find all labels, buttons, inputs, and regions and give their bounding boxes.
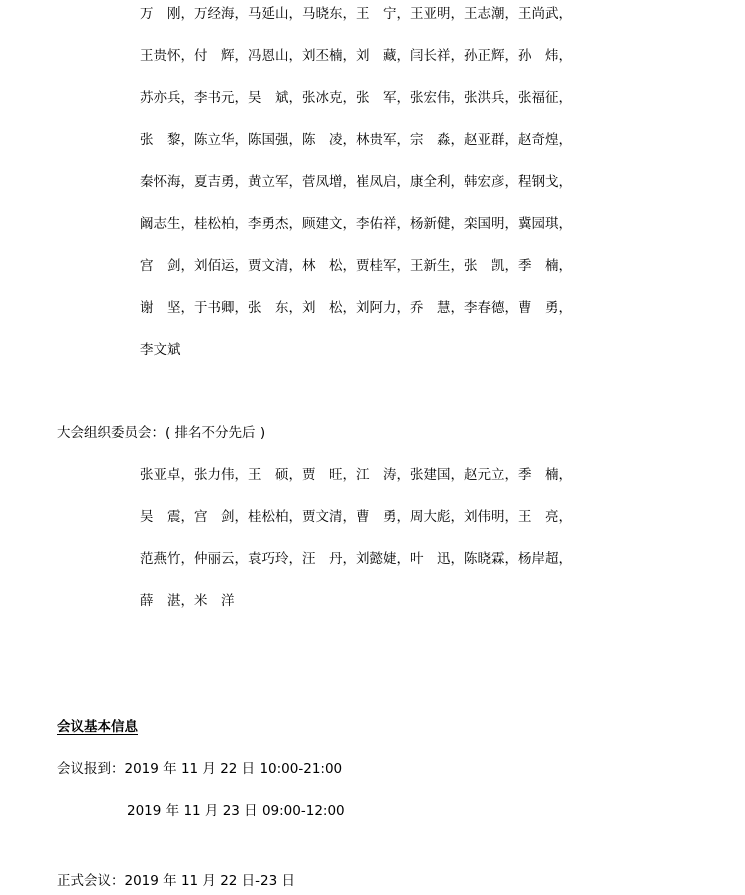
meeting-info-heading: 会议基本信息 [57,719,138,735]
organizing-names-line-1: 张亚卓，张力伟，王 硕，贾 旺，江 涛，张建国，赵元立，季 楠， [140,467,572,483]
formal-meeting-line: 正式会议：2019 年 11 月 22 日-23 日 [57,873,296,889]
committee-names-line-6: 阚志生，桂松柏，李勇杰，顾建文，李佑祥，杨新健，栾国明，冀园琪， [140,216,572,232]
committee-names-line-7: 宫 剑，刘佰运，贾文清，林 松，贾桂军，王新生，张 凯，季 楠， [140,258,572,274]
committee-names-line-8: 谢 坚，于书卿，张 东，刘 松，刘阿力，乔 慧，李春德，曹 勇， [140,300,572,316]
committee-names-line-1: 万 刚，万经海，马延山，马晓东，王 宁，王亚明，王志潮，王尚武， [140,6,572,22]
committee-names-line-4: 张 黎，陈立华，陈国强，陈 凌，林贵军，宗 淼，赵亚群，赵奇煌， [140,132,572,148]
organizing-names-line-2: 吴 震，宫 剑，桂松柏，贾文清，曹 勇，周大彪，刘伟明，王 亮， [140,509,572,525]
registration-line-1: 会议报到：2019 年 11 月 22 日 10:00-21:00 [57,761,343,777]
committee-names-line-3: 苏亦兵，李书元，吴 斌，张冰克，张 军，张宏伟，张洪兵，张福征， [140,90,572,106]
organizing-committee-title: 大会组织委员会：( 排名不分先后 ) [57,425,266,441]
committee-names-line-5: 秦怀海，夏吉勇，黄立军，菅凤增，崔凤启，康全利，韩宏彦，程钢戈， [140,174,572,190]
organizing-names-line-3: 范燕竹，仲丽云，袁巧玲，汪 丹，刘懿婕，叶 迅，陈晓霖，杨岸超， [140,551,572,567]
committee-names-line-2: 王贵怀，付 辉，冯恩山，刘丕楠，刘 藏，闫长祥，孙正辉，孙 炜， [140,48,572,64]
organizing-names-line-4: 薛 湛，米 洋 [140,593,235,609]
committee-names-line-9: 李文斌 [140,342,181,358]
registration-line-2: 2019 年 11 月 23 日 09:00-12:00 [127,803,345,819]
